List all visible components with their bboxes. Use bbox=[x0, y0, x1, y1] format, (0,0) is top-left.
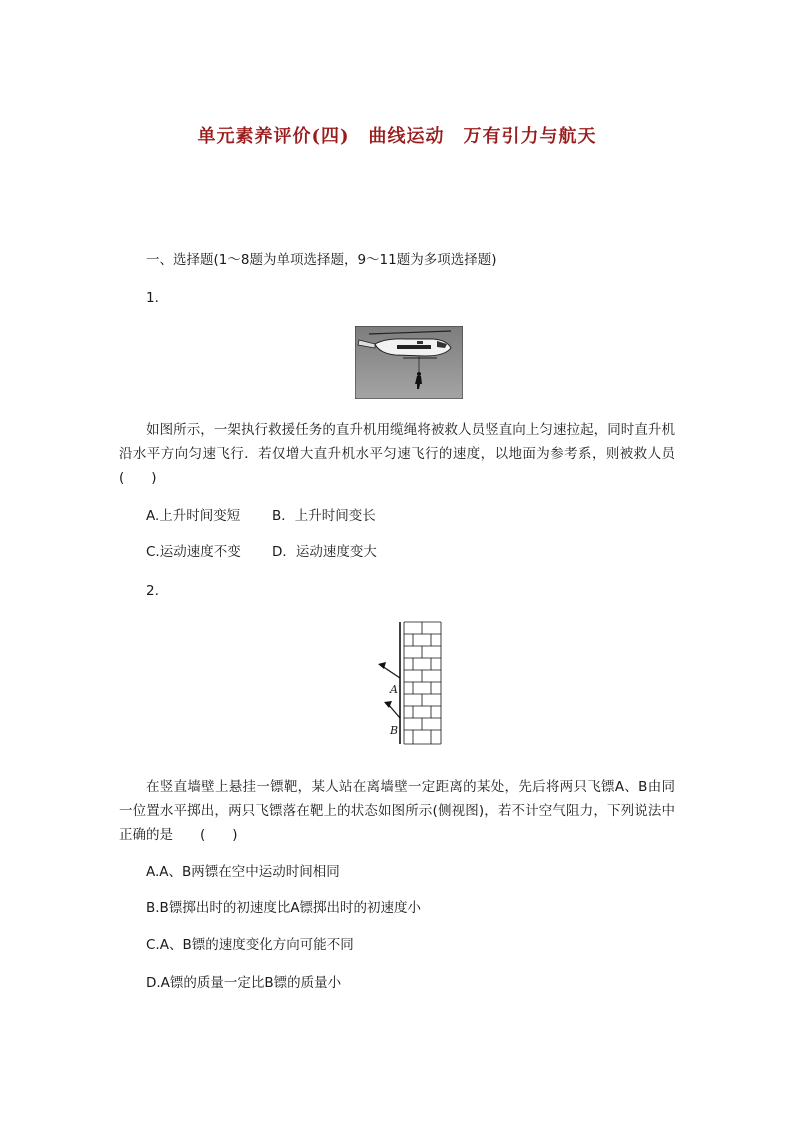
question-2-option-d: D.A镖的质量一定比B镖的质量小 bbox=[146, 975, 342, 991]
dart-label-b: B bbox=[390, 724, 399, 737]
question-1-option-d: D．运动速度变大 bbox=[272, 544, 377, 560]
question-1-number: 1. bbox=[146, 290, 159, 306]
question-2-option-b: B.B镖掷出时的初速度比A镖掷出时的初速度小 bbox=[146, 900, 422, 916]
question-2-option-c: C.A、B镖的速度变化方向可能不同 bbox=[146, 937, 354, 953]
question-1-option-b: B．上升时间变长 bbox=[272, 508, 376, 524]
question-1-option-a: A.上升时间变短 bbox=[146, 508, 241, 524]
dart-label-a: A bbox=[390, 683, 398, 696]
question-1-options-row-1 bbox=[146, 507, 376, 525]
question-2-number: 2. bbox=[146, 583, 159, 599]
question-1-text: 如图所示，一架执行救援任务的直升机用缆绳将被救人员竖直向上匀速拉起，同时直升机沿水平方向匀速飞行．若仅增大直升机水平匀速飞行的速度，以地面为参考系，则被救人员( ) bbox=[119, 422, 675, 486]
question-1-options-row-2 bbox=[146, 543, 377, 561]
page-title: 单元素养评价(四) 曲线运动 万有引力与航天 bbox=[197, 126, 597, 147]
question-2-text: 在竖直墙壁上悬挂一镖靶，某人站在离墙壁一定距离的某处，先后将两只飞镖A、B由同一位置水平掷出，两只飞镖落在靶上的状态如图所示(侧视图)，若不计空气阻力，下列说法中正确的是 ( ) bbox=[119, 779, 675, 843]
dart-wall-diagram bbox=[370, 620, 444, 746]
helicopter-rescue-photo bbox=[355, 326, 463, 399]
question-1-option-c: C.运动速度不变 bbox=[146, 544, 241, 560]
question-2-option-a: A.A、B两镖在空中运动时间相同 bbox=[146, 864, 340, 880]
section-heading: 一、选择题(1～8题为单项选择题，9～11题为多项选择题) bbox=[146, 252, 497, 268]
